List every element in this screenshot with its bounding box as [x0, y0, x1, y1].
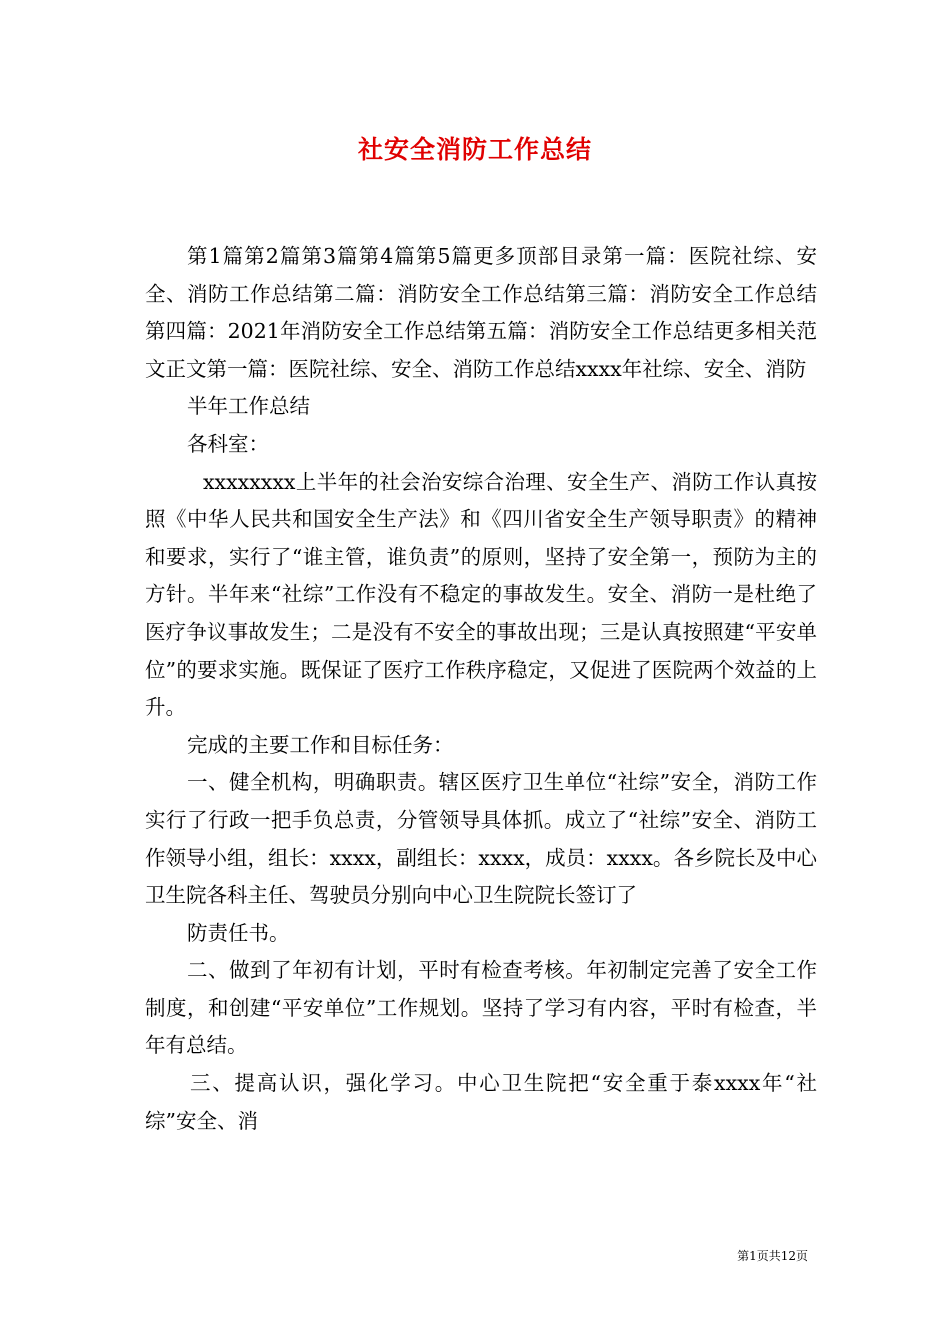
page-number-footer: 第1页共12页 [737, 1249, 808, 1263]
paragraph-item-two: 二、做到了年初有计划，平时有检查考核。年初制定完善了安全工作制度，和创建“平安单位”工作规划。坚持了学习有内容，平时有检查，半年有总结。 [145, 958, 817, 1058]
document-title: 社安全消防工作总结 [357, 135, 592, 164]
paragraph-item-three: 三、提高认识，强化学习。中心卫生院把“安全重于泰xxxx年“社综”安全、消 [145, 1071, 817, 1133]
paragraph-item-one: 一、健全机构，明确职责。辖区医疗卫生单位“社综”安全，消防工作实行了行政一把手负总责，分管领导具体抓。成立了“社综”安全、消防工作领导小组，组长：xxxx，副组长：xxxx，成员：xxxx。各乡院长及中心卫生院各科主任、驾驶员分别向中心卫生院院长签订了 [145, 770, 817, 908]
paragraph-tasks-heading: 完成的主要工作和目标任务： [187, 732, 454, 757]
paragraph-toc: 第1篇第2篇第3篇第4篇第5篇更多顶部目录第一篇：医院社综、安全、消防工作总结第二篇：消防安全工作总结第三篇：消防安全工作总结第四篇：2021年消防安全工作总结第五篇：消防安全工作总结更多相关范文正文第一篇：医院社综、安全、消防工作总结xxxx年社综、安全、消防 [145, 244, 817, 381]
document-body [145, 238, 817, 1140]
paragraph-responsibility: 防责任书。 [187, 920, 290, 945]
paragraph-subtitle: 半年工作总结 [187, 394, 310, 419]
paragraph-salutation: 各科室： [187, 431, 269, 456]
paragraph-intro: xxxxxxxx上半年的社会治安综合治理、安全生产、消防工作认真按照《中华人民共和国安全生产法》和《四川省安全生产领导职责》的精神和要求，实行了“谁主管，谁负责”的原则，坚持了安全第一，预防为主的方针。半年来“社综”工作没有不稳定的事故发生。安全、消防一是杜绝了医疗争议事故发生；二是没有不安全的事故出现；三是认真按照建“平安单位”的要求实施。既保证了医疗工作秩序稳定，又促进了医院两个效益的上升。 [145, 469, 817, 720]
